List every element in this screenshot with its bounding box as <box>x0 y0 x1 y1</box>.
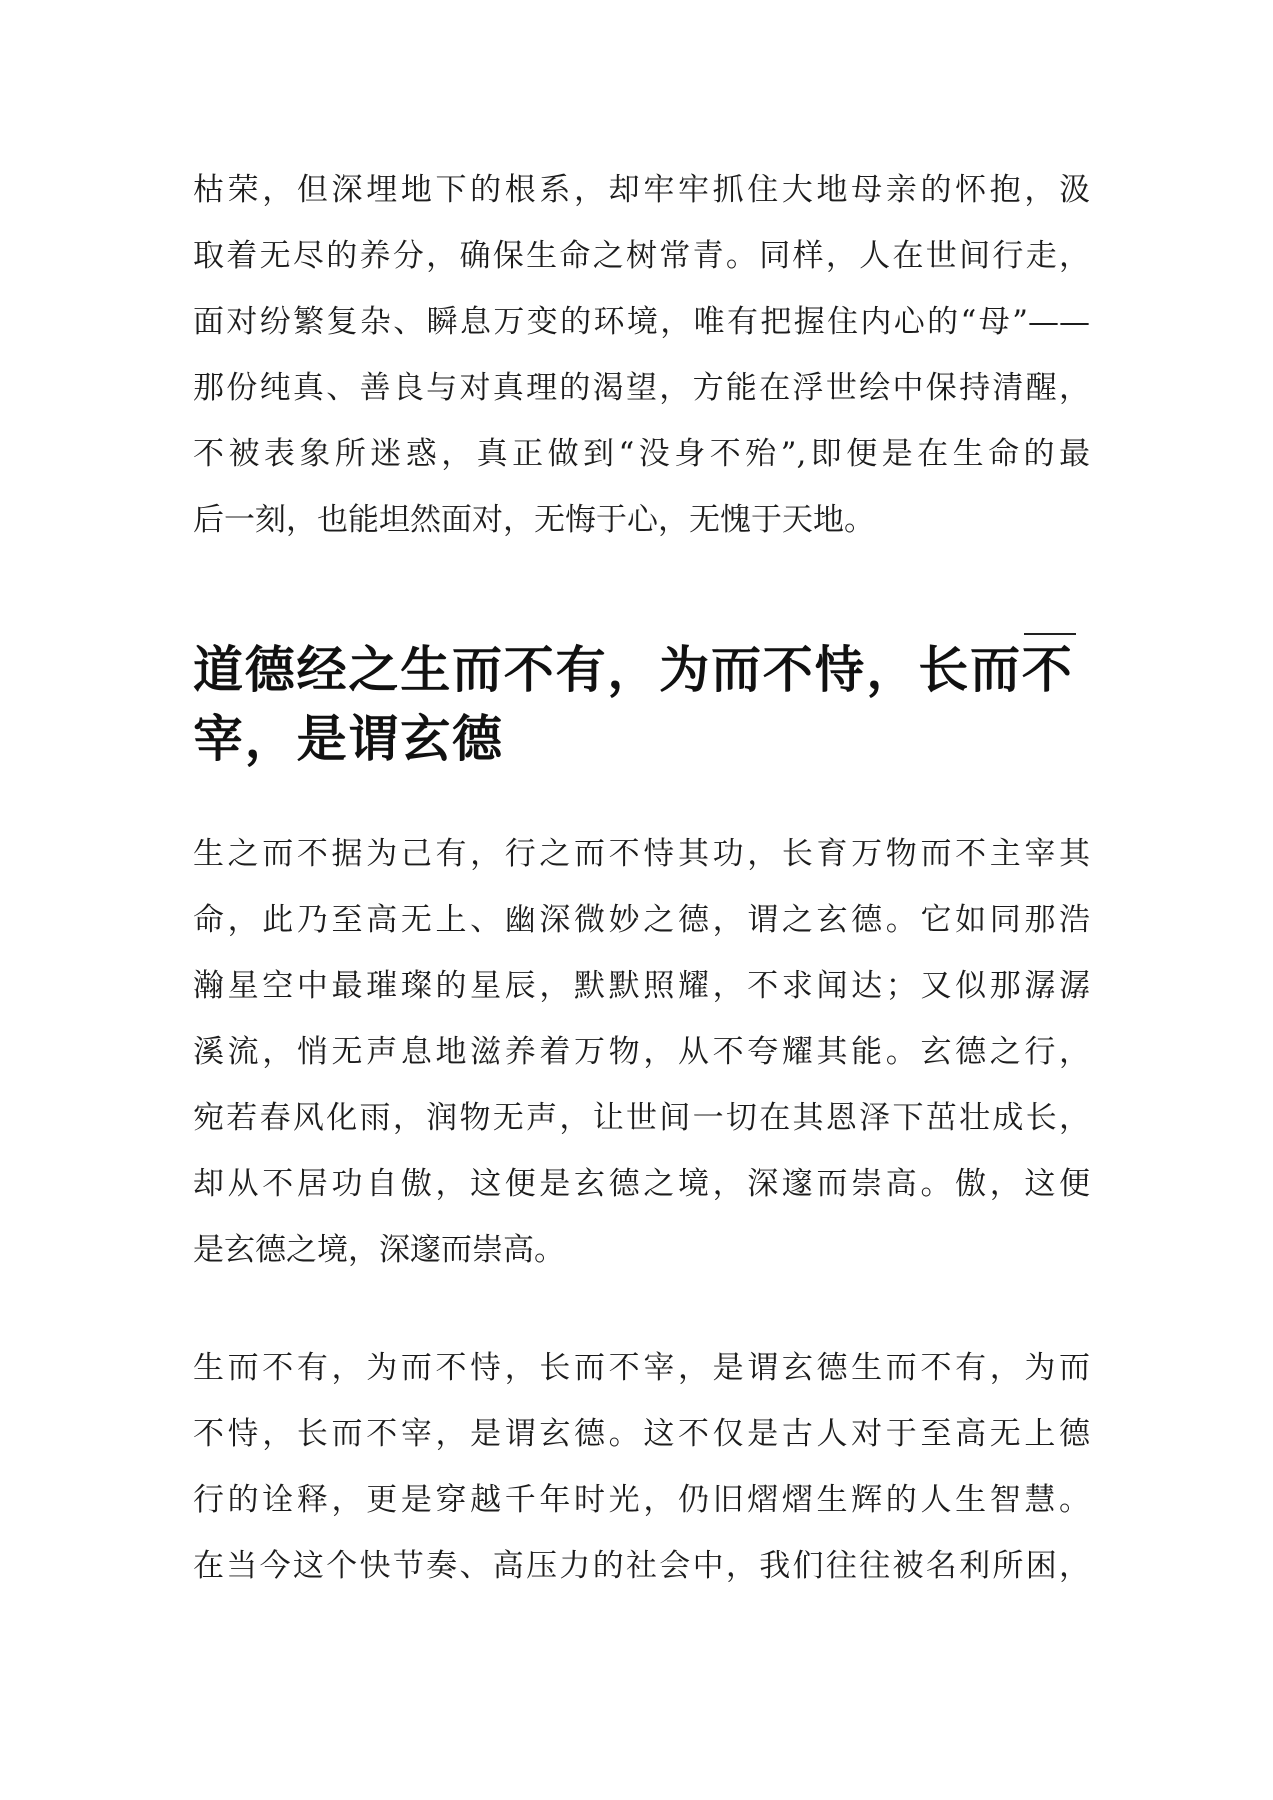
text-line: 后一刻，也能坦然面对，无悔于心，无愧于天地。 <box>193 502 875 538</box>
section-heading <box>193 636 1193 774</box>
text-line: 宛若春风化雨，润物无声，让世间一切在其恩泽下茁壮成长， <box>193 1100 1090 1136</box>
paragraph <box>193 1335 1090 1599</box>
text-line: 生之而不据为己有，行之而不恃其功，长育万物而不主宰其 <box>193 836 1090 872</box>
text-line: 行的诠释，更是穿越千年时光，仍旧熠熠生辉的人生智慧。 <box>193 1482 1090 1518</box>
text-line: 瀚星空中最璀璨的星辰，默默照耀，不求闻达；又似那潺潺 <box>193 968 1090 1004</box>
overline-mark <box>1024 633 1076 635</box>
paragraph <box>193 157 1090 553</box>
text-line: 不被表象所迷惑，真正做到“没身不殆”,即便是在生命的最 <box>193 436 1090 472</box>
text-line: 取着无尽的养分，确保生命之树常青。同样，人在世间行走， <box>193 238 1090 274</box>
text-line: 在当今这个快节奏、高压力的社会中，我们往往被名利所困， <box>193 1548 1090 1584</box>
text-line: 生而不有，为而不恃，长而不宰，是谓玄德生而不有，为而 <box>193 1350 1090 1386</box>
heading-line: 道德经之生而不有，为而不恃，长而不 <box>193 641 1074 699</box>
text-line: 溪流，悄无声息地滋养着万物，从不夸耀其能。玄德之行， <box>193 1034 1090 1070</box>
text-line: 命，此乃至高无上、幽深微妙之德，谓之玄德。它如同那浩 <box>193 902 1090 938</box>
text-line: 是玄德之境，深邃而崇高。 <box>193 1232 565 1268</box>
text-line: 那份纯真、善良与对真理的渴望，方能在浮世绘中保持清醒， <box>193 370 1090 406</box>
text-line: 却从不居功自傲，这便是玄德之境，深邃而崇高。傲，这便 <box>193 1166 1090 1202</box>
text-line: 面对纷繁复杂、瞬息万变的环境，唯有把握住内心的“母”—— <box>193 304 1090 340</box>
text-line: 枯荣，但深埋地下的根系，却牢牢抓住大地母亲的怀抱，汲 <box>193 172 1090 208</box>
paragraph <box>193 821 1090 1283</box>
text-line: 不恃，长而不宰，是谓玄德。这不仅是古人对于至高无上德 <box>193 1416 1090 1452</box>
heading-line: 宰，是谓玄德 <box>193 710 504 768</box>
